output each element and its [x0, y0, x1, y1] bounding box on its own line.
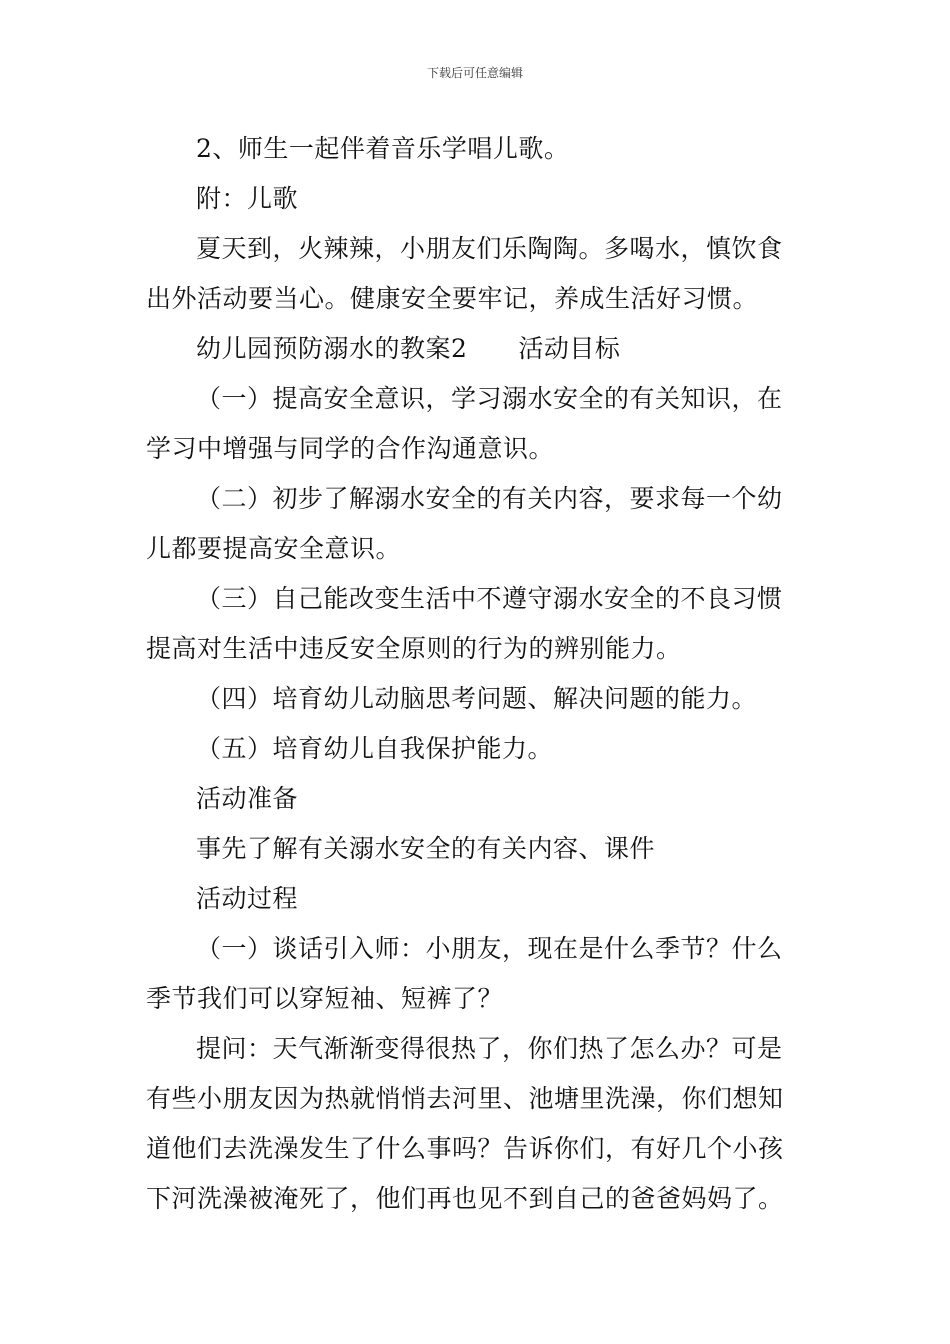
paragraph-line: （四）培育幼儿动脑思考问题、解决问题的能力。	[196, 684, 758, 713]
paragraph-line: 道他们去洗澡发生了什么事吗？告诉你们，有好几个小孩	[146, 1134, 784, 1163]
paragraph-line: （三）自己能改变生活中不遵守溺水安全的不良习惯	[196, 584, 783, 613]
paragraph-line: （五）培育幼儿自我保护能力。	[196, 734, 554, 763]
page-header: 下载后可任意编辑	[426, 66, 523, 80]
paragraph-line: （一）提高安全意识，学习溺水安全的有关知识，在	[196, 384, 783, 413]
paragraph-line: 夏天到，火辣辣，小朋友们乐陶陶。多喝水，慎饮食	[196, 234, 783, 263]
paragraph-line: 2、师生一起伴着音乐学唱儿歌。	[196, 134, 570, 163]
paragraph-line: 学习中增强与同学的合作沟通意识。	[146, 434, 555, 463]
paragraph-line: 附：儿歌	[196, 184, 299, 213]
paragraph-line: 提高对生活中违反安全原则的行为的辨别能力。	[146, 634, 682, 663]
section-heading: 幼儿园预防溺水的教案2 活动目标	[196, 334, 621, 363]
paragraph-line: 提问：天气渐渐变得很热了，你们热了怎么办？可是	[196, 1034, 783, 1063]
section-heading: 活动过程	[196, 884, 299, 913]
paragraph-line: 儿都要提高安全意识。	[146, 534, 402, 563]
section-heading: 活动准备	[196, 784, 299, 813]
paragraph-line: 下河洗澡被淹死了，他们再也见不到自己的爸爸妈妈了。	[146, 1184, 784, 1213]
paragraph-line: （一）谈话引入师：小朋友，现在是什么季节？什么	[196, 934, 783, 963]
paragraph-line: 出外活动要当心。健康安全要牢记，养成生活好习惯。	[146, 284, 759, 313]
paragraph-line: （二）初步了解溺水安全的有关内容，要求每一个幼	[196, 484, 783, 513]
paragraph-line: 有些小朋友因为热就悄悄去河里、池塘里洗澡，你们想知	[146, 1084, 784, 1113]
paragraph-line: 事先了解有关溺水安全的有关内容、课件	[196, 834, 656, 863]
paragraph-line: 季节我们可以穿短袖、短裤了？	[146, 984, 504, 1013]
